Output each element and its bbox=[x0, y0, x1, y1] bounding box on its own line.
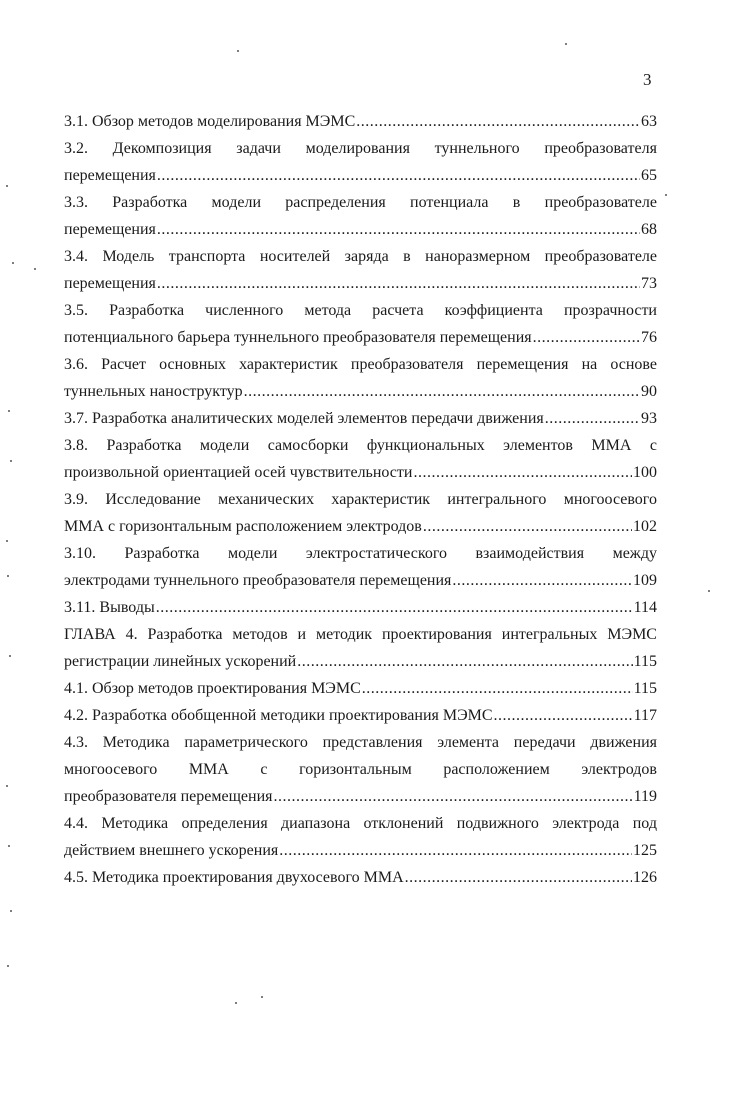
toc-word: заряда bbox=[344, 248, 389, 265]
toc-word: метода bbox=[304, 302, 352, 319]
toc-word: Разработка bbox=[124, 545, 200, 562]
toc-word: ММА bbox=[591, 437, 632, 454]
toc-page-number: 119 bbox=[633, 788, 657, 805]
toc-entry-line bbox=[64, 621, 657, 648]
toc-entry-last-line bbox=[64, 459, 657, 486]
toc-word: в bbox=[403, 248, 411, 265]
toc-word: многоосевого bbox=[563, 491, 657, 508]
toc-entry-last-line bbox=[64, 594, 657, 621]
dot-leader bbox=[156, 594, 633, 621]
dot-leader bbox=[157, 270, 640, 297]
toc-page-number: 115 bbox=[633, 653, 657, 670]
toc-entry bbox=[64, 432, 657, 486]
toc-word: преобразователе bbox=[544, 248, 657, 265]
toc-word: 4. bbox=[125, 626, 138, 643]
toc-entry bbox=[64, 189, 657, 243]
dot-leader bbox=[405, 864, 632, 891]
toc-word: представления bbox=[322, 734, 423, 751]
table-of-contents bbox=[64, 108, 657, 891]
toc-entry-text: действием внешнего ускорения bbox=[64, 842, 279, 859]
toc-page-number: 63 bbox=[641, 113, 657, 130]
toc-word: основных bbox=[159, 356, 227, 373]
toc-entry-last-line bbox=[64, 648, 657, 675]
toc-word: электродов bbox=[581, 761, 657, 778]
toc-entry-line bbox=[64, 810, 657, 837]
toc-entry-last-line bbox=[64, 162, 657, 189]
toc-word: задачи bbox=[236, 140, 281, 157]
toc-word: определения bbox=[181, 815, 268, 832]
toc-entry-line bbox=[64, 486, 657, 513]
toc-word: туннельного bbox=[434, 140, 520, 157]
toc-word: наноразмерном bbox=[425, 248, 531, 265]
toc-entry-text: регистрации линейных ускорений bbox=[64, 653, 297, 670]
toc-entry bbox=[64, 594, 657, 621]
toc-word: 3.5. bbox=[64, 302, 88, 319]
toc-entry bbox=[64, 405, 657, 432]
toc-entry bbox=[64, 297, 657, 351]
dot-leader bbox=[157, 216, 640, 243]
toc-word: основе bbox=[610, 356, 657, 373]
toc-word: под bbox=[632, 815, 657, 832]
toc-entry bbox=[64, 729, 657, 810]
toc-word: элементов bbox=[503, 437, 573, 454]
toc-entry-line bbox=[64, 540, 657, 567]
toc-page-number: 109 bbox=[633, 572, 657, 589]
toc-entry-text: 3.7. Разработка аналитических моделей элементов передачи движения bbox=[64, 410, 544, 427]
toc-word: элемента bbox=[437, 734, 500, 751]
toc-word: транспорта bbox=[168, 248, 246, 265]
toc-entry-text: перемещения bbox=[64, 275, 156, 292]
toc-entry bbox=[64, 864, 657, 891]
dot-leader bbox=[494, 702, 633, 729]
toc-page-number: 114 bbox=[633, 599, 657, 616]
toc-word: между bbox=[612, 545, 657, 562]
toc-word: преобразователя bbox=[544, 140, 657, 157]
toc-word: с bbox=[649, 437, 657, 454]
toc-entry-last-line bbox=[64, 837, 657, 864]
toc-word: модели bbox=[227, 545, 278, 562]
toc-word: Разработка bbox=[112, 194, 188, 211]
toc-entry-line bbox=[64, 756, 657, 783]
toc-entry bbox=[64, 675, 657, 702]
toc-word: Разработка bbox=[109, 302, 185, 319]
toc-word: характеристик bbox=[239, 356, 338, 373]
toc-word: распределения bbox=[285, 194, 386, 211]
toc-entry-last-line bbox=[64, 675, 657, 702]
toc-entry bbox=[64, 540, 657, 594]
toc-entry bbox=[64, 243, 657, 297]
toc-word: с bbox=[260, 761, 268, 778]
toc-word: Методика bbox=[101, 815, 169, 832]
dot-leader bbox=[356, 108, 640, 135]
toc-word: проектирования bbox=[381, 626, 492, 643]
toc-page-number: 125 bbox=[633, 842, 657, 859]
toc-entry bbox=[64, 810, 657, 864]
toc-entry-line bbox=[64, 135, 657, 162]
toc-entry-line bbox=[64, 351, 657, 378]
toc-entry-last-line bbox=[64, 108, 657, 135]
toc-word: Разработка bbox=[106, 437, 182, 454]
toc-entry-last-line bbox=[64, 783, 657, 810]
toc-entry-text: 4.1. Обзор методов проектирования МЭМС bbox=[64, 680, 361, 697]
toc-page-number: 93 bbox=[641, 410, 657, 427]
toc-entry bbox=[64, 108, 657, 135]
toc-word: 3.8. bbox=[64, 437, 88, 454]
toc-word: моделирования bbox=[305, 140, 410, 157]
toc-word: 3.10. bbox=[64, 545, 96, 562]
toc-page-number: 90 bbox=[641, 383, 657, 400]
toc-entry-last-line bbox=[64, 864, 657, 891]
toc-word: модели bbox=[199, 437, 250, 454]
toc-word: прозрачности bbox=[563, 302, 657, 319]
toc-entry-last-line bbox=[64, 513, 657, 540]
toc-entry-text: произвольной ориентацией осей чувствительности bbox=[64, 464, 413, 481]
dot-leader bbox=[362, 675, 633, 702]
toc-word: 4.3. bbox=[64, 734, 88, 751]
toc-entry bbox=[64, 702, 657, 729]
toc-word: численного bbox=[205, 302, 284, 319]
toc-word: функциональных bbox=[366, 437, 485, 454]
toc-entry-text: туннельных наноструктур bbox=[64, 383, 243, 400]
toc-word: ММА bbox=[188, 761, 229, 778]
page-number: 3 bbox=[643, 70, 652, 89]
toc-word: преобразователе bbox=[544, 194, 657, 211]
toc-word: горизонтальным bbox=[299, 761, 412, 778]
toc-entry-text: электродами туннельного преобразователя перемещения bbox=[64, 572, 452, 589]
toc-word: модели bbox=[211, 194, 261, 211]
dot-leader bbox=[413, 459, 632, 486]
toc-entry bbox=[64, 135, 657, 189]
toc-entry-text: 3.11. Выводы bbox=[64, 599, 155, 616]
toc-entry bbox=[64, 486, 657, 540]
toc-word: носителей bbox=[259, 248, 331, 265]
toc-word: коэффициента bbox=[444, 302, 543, 319]
toc-word: потенциала bbox=[410, 194, 489, 211]
toc-word: 3.3. bbox=[64, 194, 88, 211]
dot-leader bbox=[279, 837, 632, 864]
toc-word: параметрического bbox=[184, 734, 308, 751]
toc-word: Расчет bbox=[101, 356, 147, 373]
toc-word: интегрального bbox=[447, 491, 547, 508]
toc-word: 3.6. bbox=[64, 356, 88, 373]
toc-entry-text: ММА с горизонтальным расположением электродов bbox=[64, 518, 422, 535]
toc-word: ГЛАВА bbox=[64, 626, 116, 643]
toc-word: Модель bbox=[102, 248, 155, 265]
toc-entry bbox=[64, 621, 657, 675]
toc-page-number: 115 bbox=[633, 680, 657, 697]
toc-word: характеристик bbox=[331, 491, 431, 508]
toc-entry-last-line bbox=[64, 702, 657, 729]
toc-entry-last-line bbox=[64, 405, 657, 432]
toc-word: методов bbox=[232, 626, 288, 643]
toc-page-number: 73 bbox=[641, 275, 657, 292]
toc-entry-last-line bbox=[64, 270, 657, 297]
toc-entry-last-line bbox=[64, 216, 657, 243]
toc-entry-text: 4.2. Разработка обобщенной методики проектирования МЭМС bbox=[64, 707, 493, 724]
toc-word: МЭМС bbox=[607, 626, 657, 643]
toc-entry-line bbox=[64, 243, 657, 270]
toc-entry-line bbox=[64, 189, 657, 216]
toc-entry-last-line bbox=[64, 324, 657, 351]
toc-word: Декомпозиция bbox=[112, 140, 212, 157]
toc-word: расположением bbox=[443, 761, 550, 778]
toc-entry-text: 3.1. Обзор методов моделирования МЭМС bbox=[64, 113, 356, 130]
toc-word: подвижного bbox=[456, 815, 539, 832]
toc-entry-line bbox=[64, 297, 657, 324]
toc-word: 4.4. bbox=[64, 815, 88, 832]
toc-word: 3.9. bbox=[64, 491, 88, 508]
toc-entry-line bbox=[64, 432, 657, 459]
dot-leader bbox=[157, 162, 640, 189]
toc-word: перемещения bbox=[476, 356, 569, 373]
toc-word: 3.2. bbox=[64, 140, 88, 157]
toc-word: методик bbox=[316, 626, 373, 643]
dot-leader bbox=[545, 405, 640, 432]
toc-page-number: 68 bbox=[641, 221, 657, 238]
toc-page-number: 117 bbox=[633, 707, 657, 724]
toc-entry-text: перемещения bbox=[64, 221, 156, 238]
toc-entry-text: перемещения bbox=[64, 167, 156, 184]
toc-page-number: 100 bbox=[633, 464, 657, 481]
toc-entry-text: 4.5. Методика проектирования двухосевого ММА bbox=[64, 869, 404, 886]
toc-word: отклонений bbox=[363, 815, 444, 832]
toc-word: взаимодействия bbox=[475, 545, 585, 562]
toc-word: в bbox=[512, 194, 521, 211]
toc-word: движения bbox=[590, 734, 657, 751]
dot-leader bbox=[533, 324, 640, 351]
dot-leader bbox=[244, 378, 640, 405]
toc-entry-text: потенциального барьера туннельного преобразователя перемещения bbox=[64, 329, 532, 346]
toc-word: 3.4. bbox=[64, 248, 88, 265]
toc-word: преобразователя bbox=[350, 356, 464, 373]
toc-page-number: 102 bbox=[633, 518, 657, 535]
toc-word: передачи bbox=[513, 734, 576, 751]
toc-entry-text: преобразователя перемещения bbox=[64, 788, 273, 805]
toc-entry-line bbox=[64, 729, 657, 756]
toc-word: электростатического bbox=[305, 545, 448, 562]
toc-word: и bbox=[297, 626, 307, 643]
toc-word: электрода bbox=[552, 815, 620, 832]
toc-page-number: 65 bbox=[641, 167, 657, 184]
toc-entry-last-line bbox=[64, 567, 657, 594]
toc-word: расчета bbox=[372, 302, 424, 319]
toc-word: интегральных bbox=[501, 626, 598, 643]
toc-entry-last-line bbox=[64, 378, 657, 405]
toc-word: механических bbox=[218, 491, 315, 508]
toc-page-number: 126 bbox=[633, 869, 657, 886]
dot-leader bbox=[274, 783, 633, 810]
dot-leader bbox=[452, 567, 632, 594]
toc-word: на bbox=[581, 356, 598, 373]
toc-word: Исследование bbox=[105, 491, 201, 508]
dot-leader bbox=[423, 513, 632, 540]
toc-entry bbox=[64, 351, 657, 405]
toc-word: Методика bbox=[102, 734, 170, 751]
toc-word: Разработка bbox=[147, 626, 223, 643]
toc-page-number: 76 bbox=[641, 329, 657, 346]
dot-leader bbox=[297, 648, 632, 675]
toc-word: диапазона bbox=[281, 815, 351, 832]
toc-word: самосборки bbox=[267, 437, 349, 454]
toc-word: многоосевого bbox=[64, 761, 158, 778]
